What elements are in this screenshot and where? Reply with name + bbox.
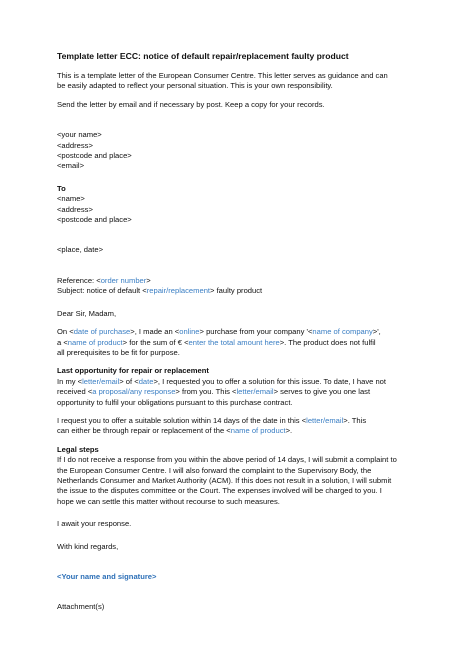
product-name-placeholder: name of product xyxy=(230,426,286,436)
proposal-response-placeholder: a proposal/any response xyxy=(92,387,176,397)
attachments: Attachment(s) xyxy=(57,602,105,612)
intro-line-2: be easily adapted to reflect your personal situation. This is your own responsibility. xyxy=(57,81,333,91)
document-title: Template letter ECC: notice of default repair/replacement faulty product xyxy=(57,51,349,61)
recipient-line: <postcode and place> xyxy=(57,215,132,225)
reference-line: Reference: <order number> xyxy=(57,275,151,285)
section-heading: Last opportunity for repair or replacement xyxy=(57,366,209,376)
letter-email-placeholder: letter/email xyxy=(82,376,120,386)
date-placeholder: date xyxy=(138,376,154,386)
sender-line: <email> xyxy=(57,161,85,171)
product-name-placeholder: name of product xyxy=(67,337,123,347)
section-heading: Legal steps xyxy=(57,444,99,454)
company-name-placeholder: name of company xyxy=(312,327,373,337)
place-date: <place, date> xyxy=(57,245,104,255)
date-of-purchase-placeholder: date of purchase xyxy=(73,327,131,337)
sender-line: <address> xyxy=(57,140,93,150)
section-legal-steps: Legal steps If I do not receive a response from you within the above period of 14 days, I will submit a complaint to the European Consumer Centre. I will also forward the complaint to the Supervisory Body, the Netherlands Consumer and Market Authority (ACM). If this does not result in a solution, I will submit the issue to the disputes committee or the Court. The expenses involved will be charged to you. I hope we can settle this matter without recourse to such measures. xyxy=(57,445,408,507)
paragraph-request: I request you to offer a suitable solution within 14 days of the date in this <letter/email>. This can either be through repair or replacement of the <name of product>. xyxy=(57,415,367,436)
subject-line: Subject: notice of default <repair/replacement> faulty product xyxy=(57,286,263,296)
sender-line: <your name> xyxy=(57,130,102,140)
online-placeholder: online xyxy=(179,327,200,337)
repair-replacement-placeholder: repair/replacement xyxy=(146,286,211,296)
signature-placeholder: <Your name and signature> xyxy=(57,572,157,581)
intro-line-1: This is a template letter of the European Consumer Centre. This letter serves as guidance and can xyxy=(57,71,388,80)
to-label: To xyxy=(57,183,66,193)
letter-email-placeholder: letter/email xyxy=(306,415,344,425)
salutation: Dear Sir, Madam, xyxy=(57,308,117,318)
section-last-opportunity: Last opportunity for repair or replacement In my <letter/email> of <date>, I requested you to offer a solution for this issue. To date, I have not received <a proposal/any response> from you. This <letter/email> serves to give you one last opportunity to fulfil your obligations pursuant to this purchase contract. xyxy=(57,366,408,408)
recipient-block xyxy=(57,184,408,226)
closing: With kind regards, xyxy=(57,541,119,551)
sender-line: <postcode and place> xyxy=(57,151,132,161)
sender-block xyxy=(57,130,408,172)
recipient-line: <name> xyxy=(57,194,85,204)
letter-email-placeholder: letter/email xyxy=(236,387,274,397)
total-amount-placeholder: enter the total amount here xyxy=(188,337,280,347)
order-number-placeholder: order number xyxy=(100,275,147,285)
paragraph-purchase: On <date of purchase>, I made an <online> purchase from your company '<name of company>', a <name of product> for the sum of € <enter the total amount here>. The product does not fulfil all prerequisites to be fit for purpose. xyxy=(57,327,381,357)
await-response: I await your response. xyxy=(57,519,132,529)
recipient-line: <address> xyxy=(57,204,93,214)
send-note: Send the letter by email and if necessary by post. Keep a copy for your records. xyxy=(57,99,325,109)
